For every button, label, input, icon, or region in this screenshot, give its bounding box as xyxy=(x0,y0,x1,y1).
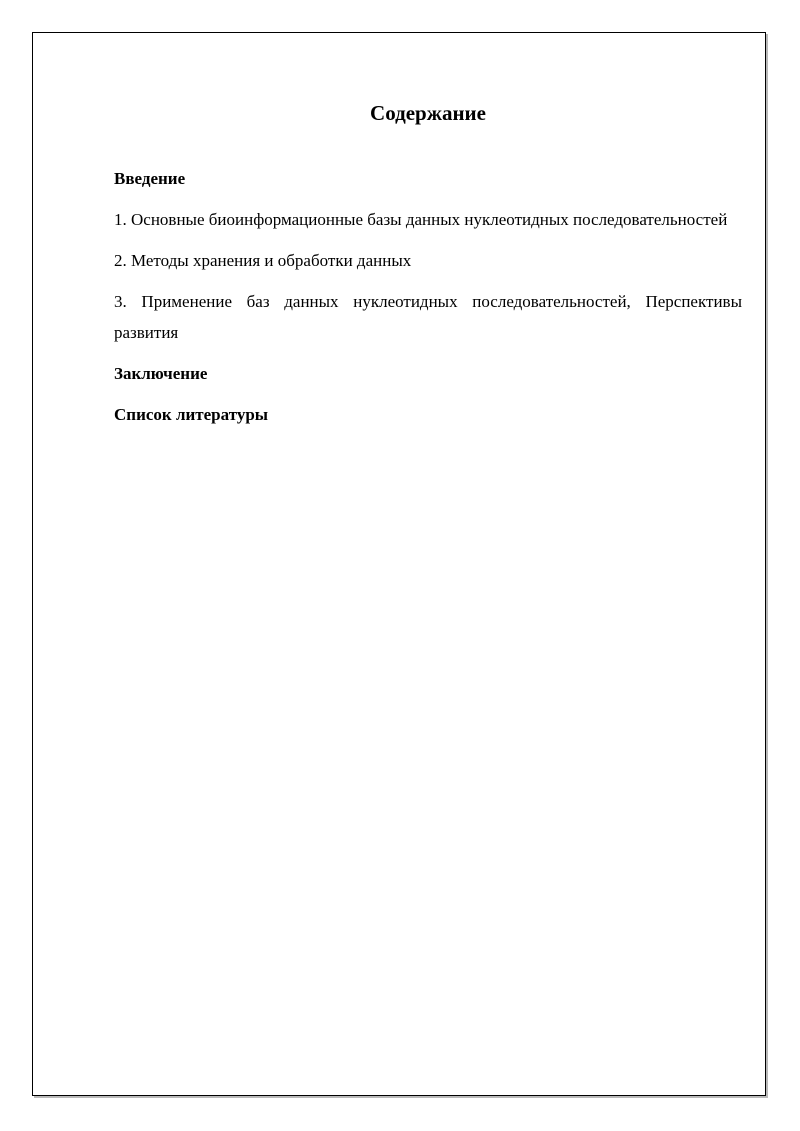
toc-item-chapter-1: 1. Основные биоинформационные базы данных нуклеотидных последовательностей xyxy=(114,210,728,229)
page-title: Содержание xyxy=(370,101,486,125)
toc-item-introduction: Введение xyxy=(114,169,186,188)
toc-item-references: Список литературы xyxy=(114,405,269,424)
table-of-contents xyxy=(114,98,742,440)
toc-item-chapter-2: 2. Методы хранения и обработки данных xyxy=(114,251,412,270)
toc-item-conclusion: Заключение xyxy=(114,364,208,383)
toc-item-chapter-3: 3. Применение баз данных нуклеотидных последовательностей, Перспективы развития xyxy=(114,292,742,342)
